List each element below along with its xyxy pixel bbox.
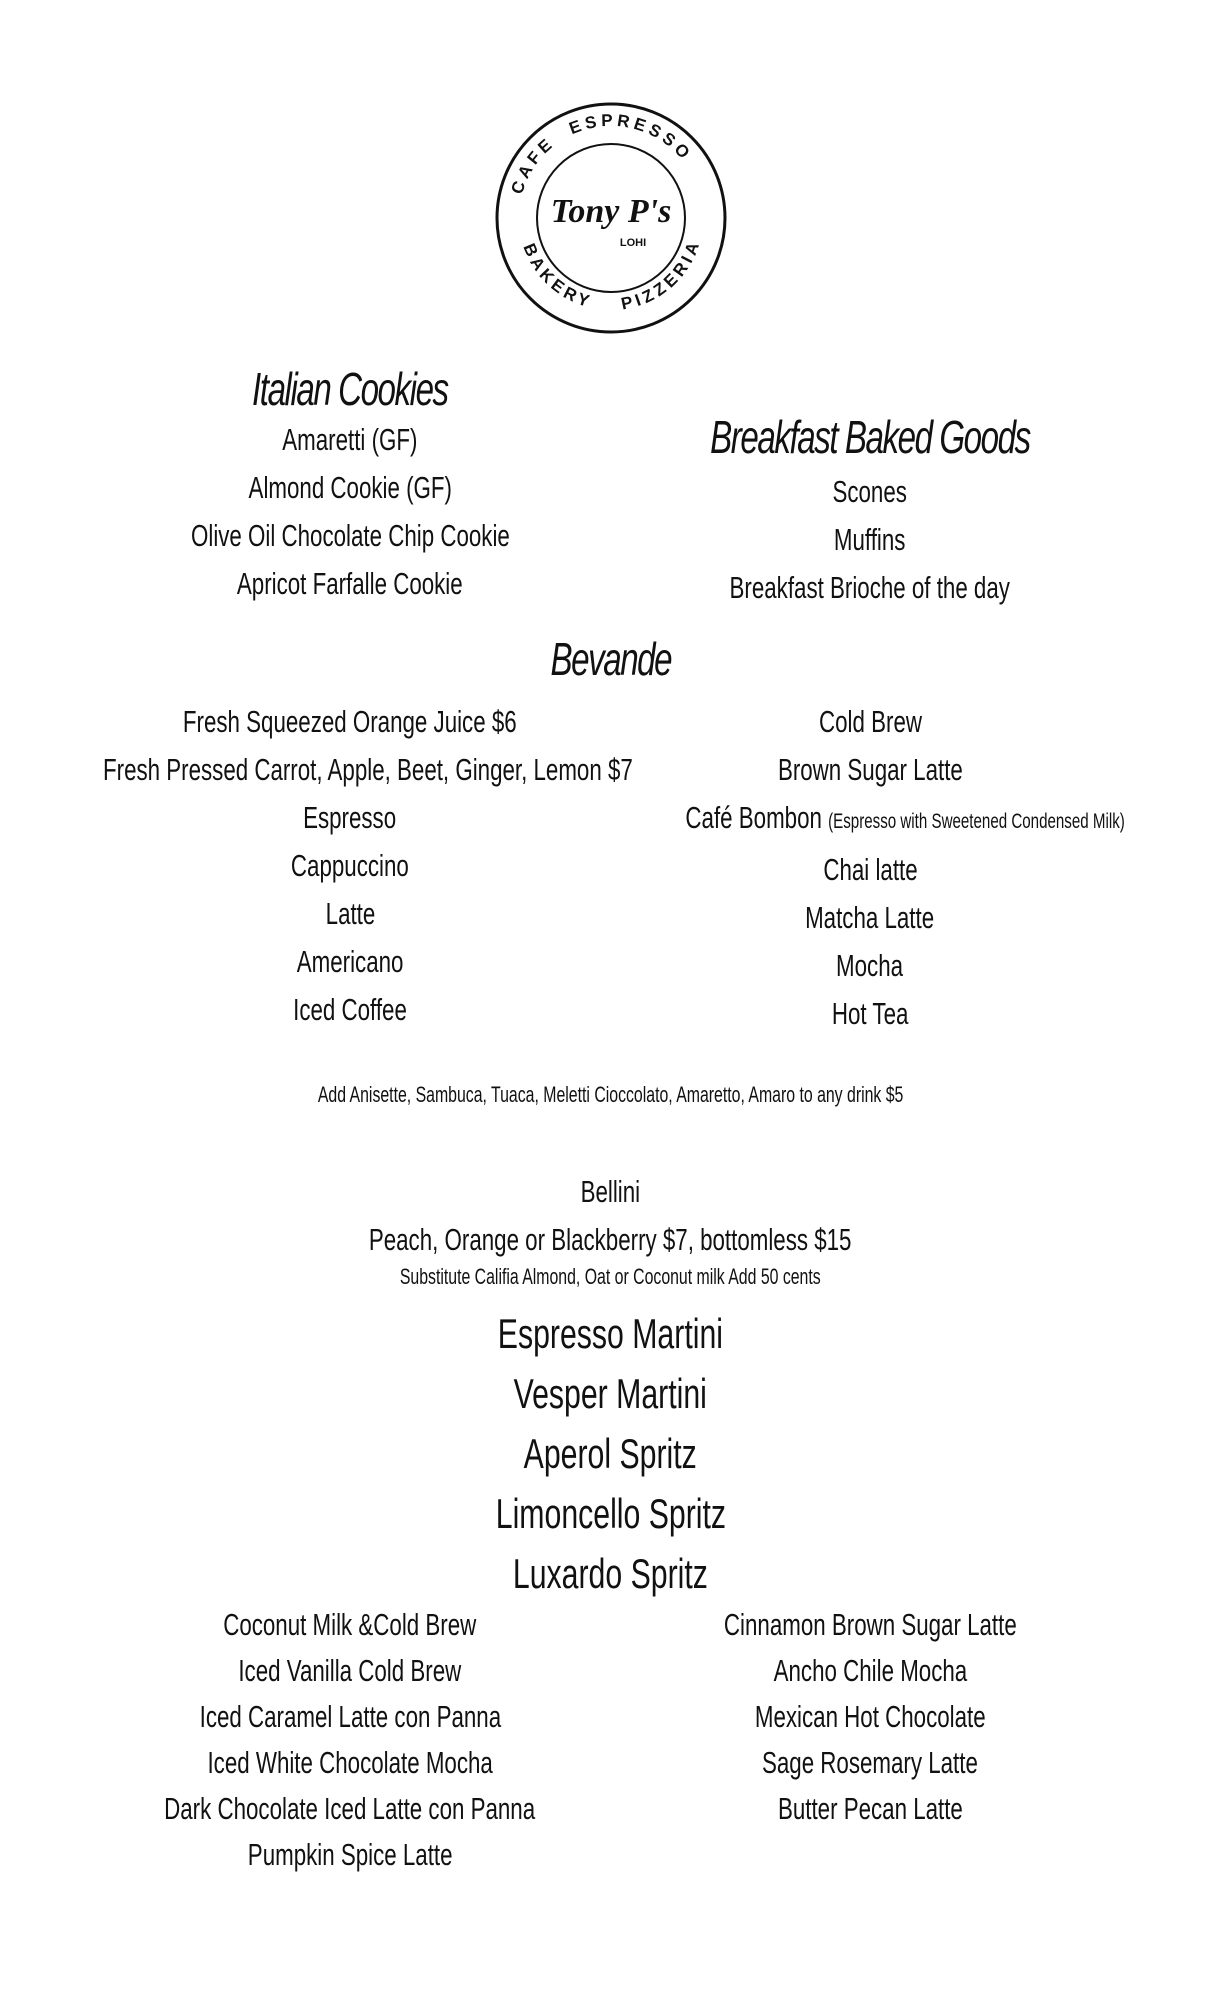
specials-right-column (620, 1602, 1120, 1832)
cocktails-section (0, 1304, 1221, 1604)
logo-sub: LOHI (619, 237, 647, 249)
cocktail-item: Vesper Martini (513, 1370, 708, 1417)
special-item: Coconut Milk &Cold Brew (223, 1607, 477, 1642)
cookie-item: Amaretti (GF) (282, 422, 418, 457)
bevande-item: Cappuccino (291, 848, 409, 883)
cookie-item: Olive Oil Chocolate Chip Cookie (190, 518, 510, 553)
breakfast-item: Scones (832, 474, 908, 509)
bevande-item: Cold Brew (818, 704, 922, 739)
bevande-item: Matcha Latte (805, 900, 935, 935)
bevande-item: Fresh Pressed Carrot, Apple, Beet, Ginger, Lemon $7 (103, 752, 633, 787)
special-item: Ancho Chile Mocha (773, 1653, 967, 1688)
bevande-heading (0, 632, 1221, 686)
svg-text:BAKERY (519, 241, 595, 312)
bevande-item: Espresso (303, 800, 397, 835)
cookie-item: Almond Cookie (GF) (248, 470, 452, 505)
logo-ring-left: CAFE (507, 132, 559, 197)
bevande-left-column (0, 698, 700, 1034)
logo-brand: Tony P's (550, 193, 672, 230)
bellini-section (0, 1168, 1221, 1290)
special-item: Butter Pecan Latte (777, 1791, 963, 1826)
special-item: Mexican Hot Chocolate (754, 1699, 986, 1734)
bevande-item: Hot Tea (831, 996, 909, 1031)
cocktail-item: Limoncello Spritz (495, 1490, 726, 1537)
bellini-desc: Peach, Orange or Blackberry $7, bottomless $15 (369, 1222, 852, 1257)
bevande-item: Americano (296, 944, 404, 979)
cocktail-item: Espresso Martini (497, 1310, 724, 1357)
breakfast-item: Muffins (834, 522, 906, 557)
bevande-item: Mocha (836, 948, 904, 983)
bevande-item: Chai latte (822, 852, 918, 887)
bevande-item: Latte (325, 896, 375, 931)
svg-text:CAFE (507, 133, 558, 197)
tony-ps-logo (493, 100, 729, 336)
logo-ring-bottom: BAKERY (519, 240, 596, 312)
breakfast-title: Breakfast Baked Goods (710, 411, 1030, 463)
logo-ring-top: ESPRESSO (566, 110, 697, 166)
italian-cookies-section (0, 362, 700, 608)
bevande-item: Brown Sugar Latte (777, 752, 963, 787)
svg-text:ESPRESSO (567, 111, 696, 165)
special-item: Cinnamon Brown Sugar Latte (723, 1607, 1017, 1642)
bevande-title: Bevande (550, 633, 671, 685)
add-liqueur-note (0, 1082, 1221, 1108)
special-item: Iced Caramel Latte con Panna (199, 1699, 501, 1734)
add-liqueur-text: Add Anisette, Sambuca, Tuaca, Meletti Cioccolato, Amaretto, Amaro to any drink $5 (317, 1082, 904, 1107)
bevande-item: Iced Coffee (293, 992, 407, 1027)
italian-cookies-title: Italian Cookies (252, 363, 448, 415)
milk-substitute-note: Substitute Califia Almond, Oat or Coconut milk Add 50 cents (400, 1264, 821, 1289)
special-item: Pumpkin Spice Latte (247, 1837, 453, 1872)
breakfast-item: Breakfast Brioche of the day (729, 570, 1011, 605)
bevande-item: Fresh Squeezed Orange Juice $6 (183, 704, 517, 739)
cocktail-item: Aperol Spritz (523, 1430, 698, 1477)
specials-left-column (0, 1602, 700, 1878)
breakfast-section (620, 410, 1120, 612)
bevande-item-cafe-bombon: Café Bombon (Espresso with Sweetened Condensed Milk) (685, 800, 1125, 835)
special-item: Iced Vanilla Cold Brew (238, 1653, 462, 1688)
logo-ring-right: PIZZERIA (619, 236, 705, 314)
bevande-right-column (600, 698, 1140, 1038)
special-item: Sage Rosemary Latte (762, 1745, 978, 1780)
special-item: Iced White Chocolate Mocha (207, 1745, 493, 1780)
bellini-title: Bellini (580, 1174, 641, 1209)
cookie-item: Apricot Farfalle Cookie (237, 566, 463, 601)
special-item: Dark Chocolate Iced Latte con Panna (164, 1791, 536, 1826)
cocktail-item: Luxardo Spritz (513, 1550, 708, 1597)
cafe-bombon-note: (Espresso with Sweetened Condensed Milk) (828, 810, 1125, 833)
